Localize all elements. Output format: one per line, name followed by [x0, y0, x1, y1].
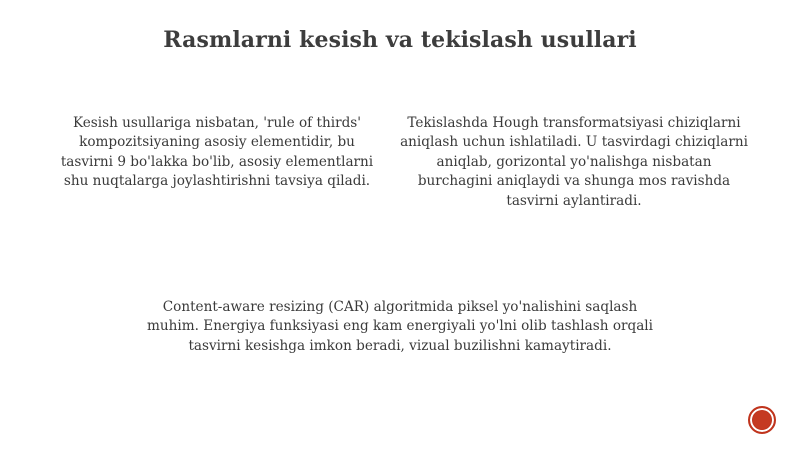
next-slide-button[interactable]	[748, 406, 776, 434]
paragraph-crop-methods: Kesish usullariga nisbatan, 'rule of thirds' kompozitsiyaning asosiy elementidir, bu tasvirni 9 bo'lakka bo'lib, asosiy elementlarni shu nuqtalarga joylashtirishni tavsiya qiladi.	[60, 115, 374, 190]
slide-title: Rasmlarni kesish va tekislash usullari	[163, 27, 637, 53]
circle-button-icon	[753, 411, 771, 429]
paragraph-content-aware-resizing: Content-aware resizing (CAR) algoritmida piksel yo'nalishini saqlash muhim. Energiya funksiyasi eng kam energiyali yo'lni olib tashlash orqali tasvirni kesishga imkon beradi, vizual buzilishni kamaytiradi.	[146, 299, 653, 354]
paragraph-alignment-hough: Tekislashda Hough transformatsiyasi chiziqlarni aniqlash uchun ishlatiladi. U tasvirdagi chiziqlarni aniqlab, gorizontal yo'nalishga nisbatan burchagini aniqlaydi va shunga mos ravishda tasvirni aylantiradi.	[400, 115, 748, 209]
